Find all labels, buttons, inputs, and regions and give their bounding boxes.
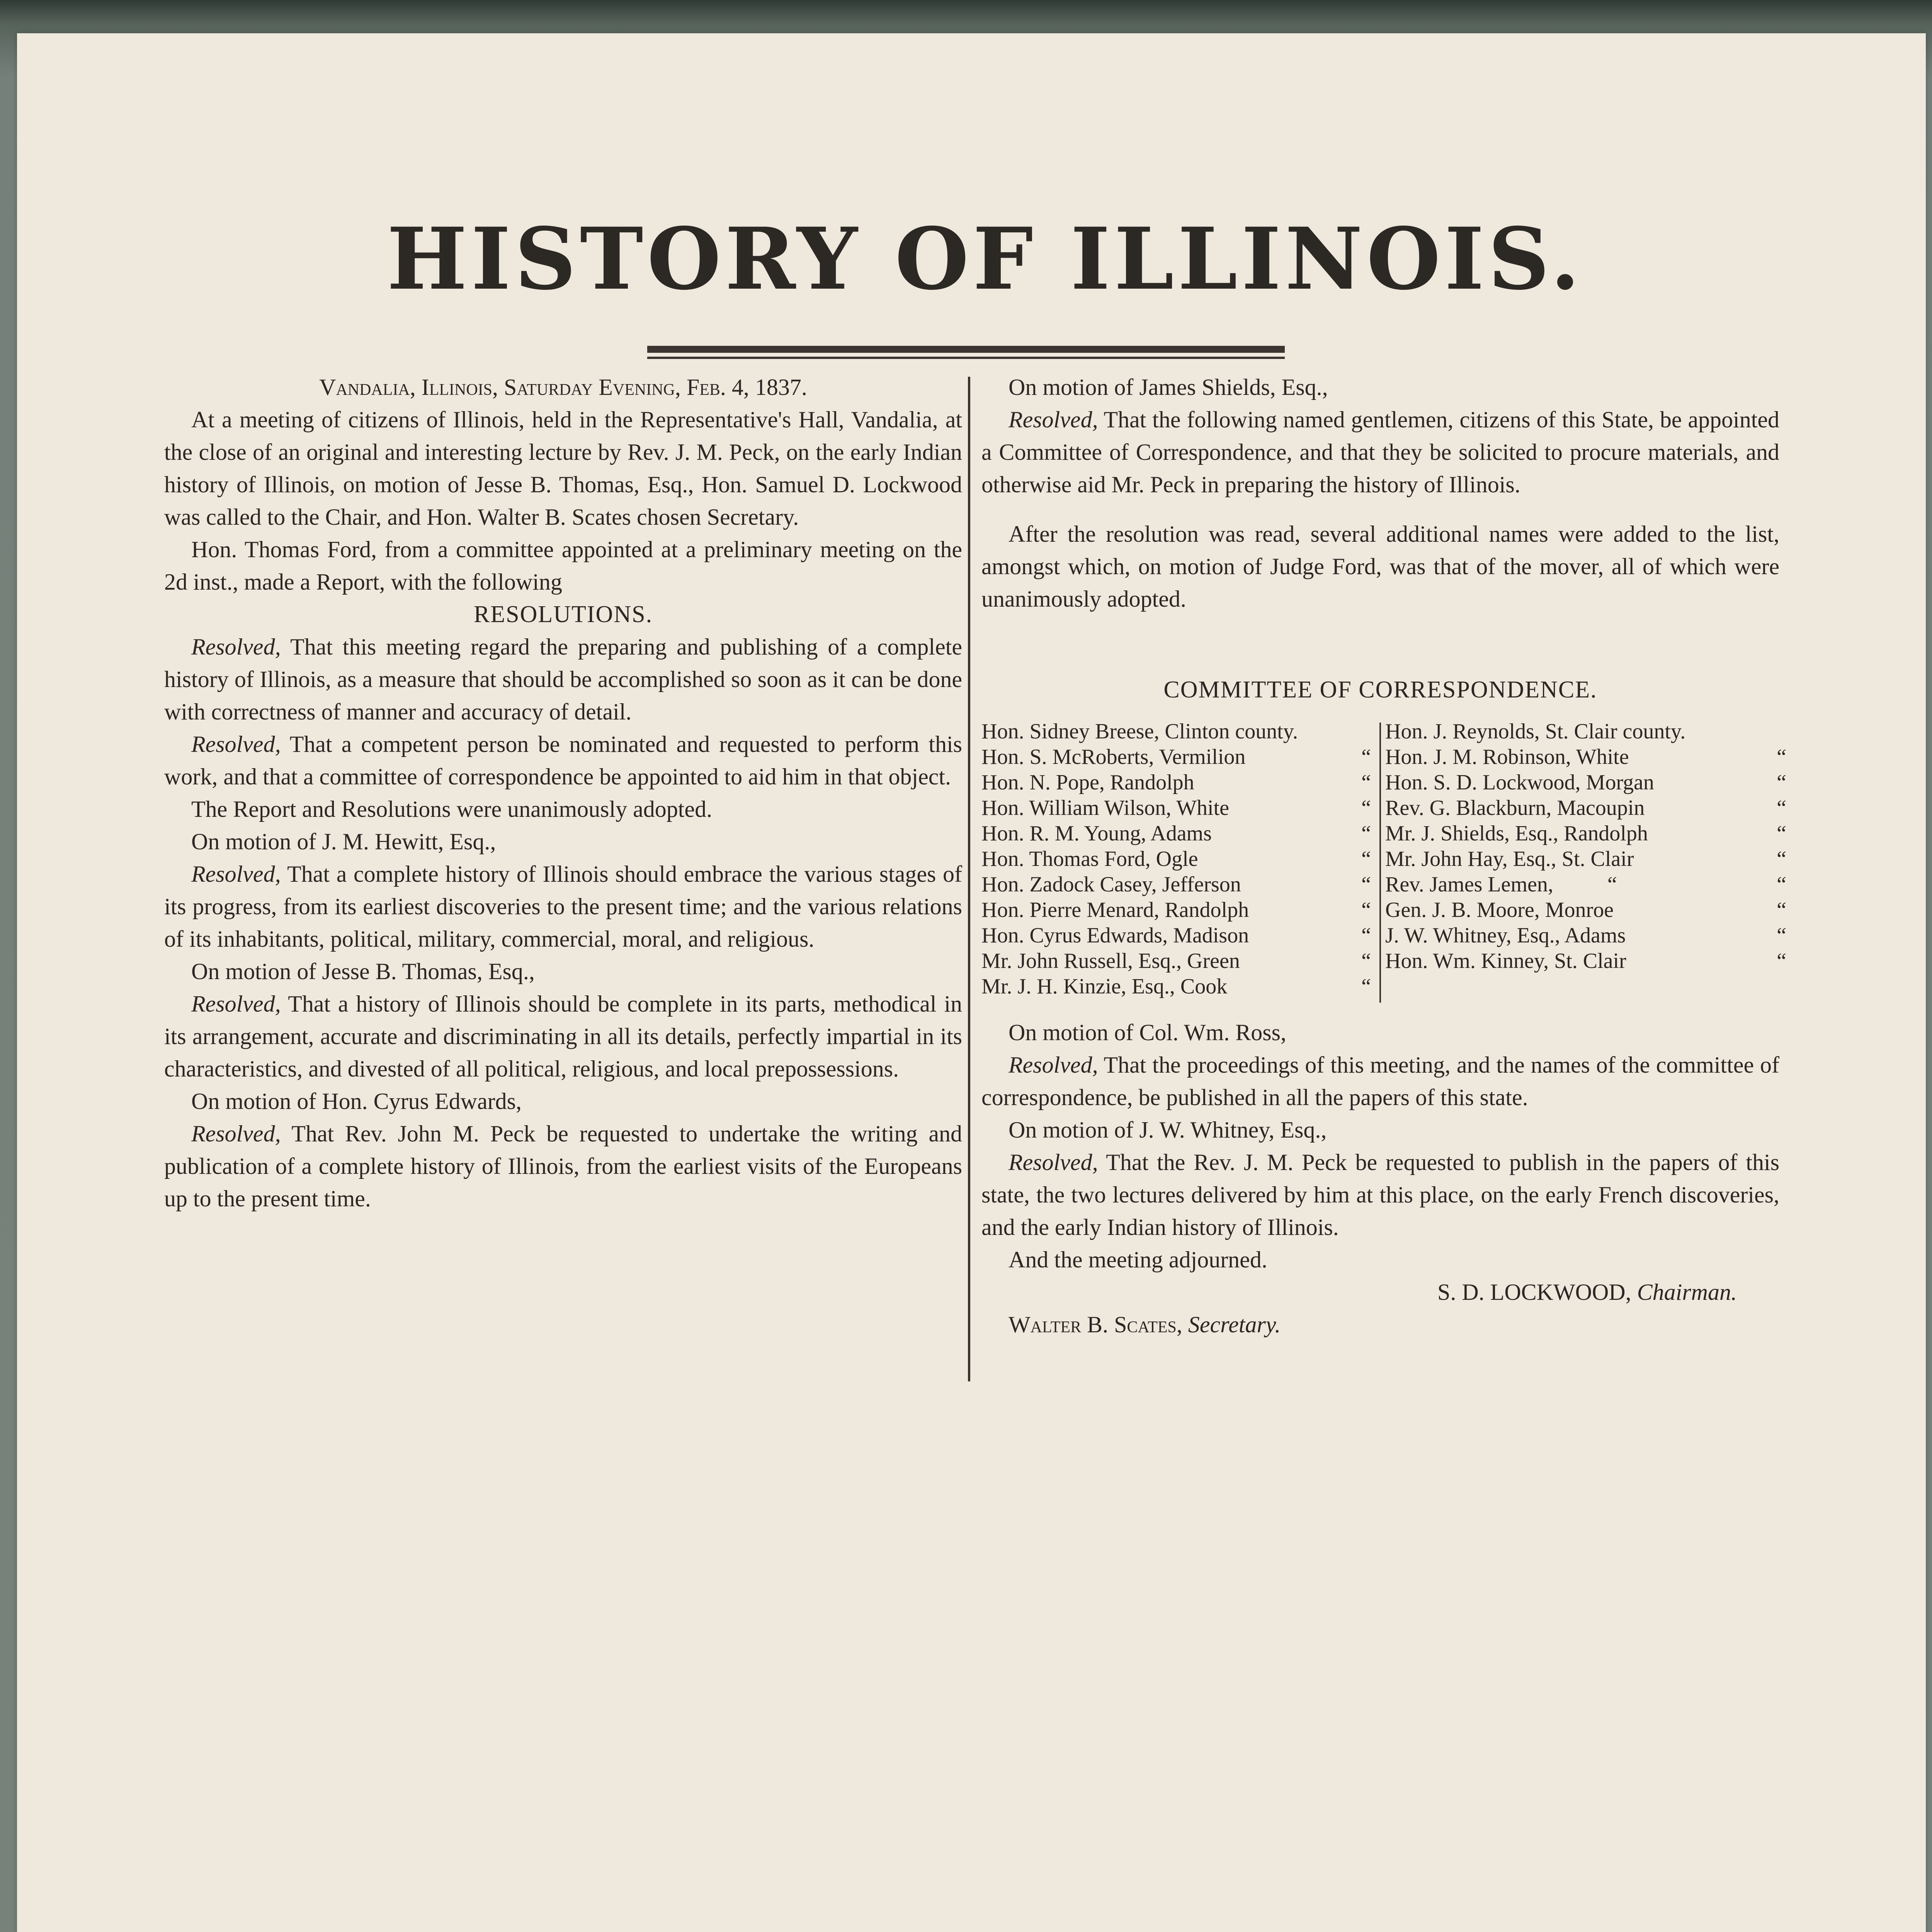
committee-member: [981, 872, 1379, 897]
member-name: Hon. Thomas Ford, Ogle: [981, 847, 1198, 871]
ditto-mark: “: [1361, 821, 1371, 845]
resolved-word: Resolved,: [191, 991, 281, 1017]
member-name: Hon. Wm. Kinney, St. Clair: [1385, 949, 1626, 973]
resolution-text: That the proceedings of this meeting, and the names of the committee of correspondence, be published in all the papers of this state.: [981, 1052, 1779, 1110]
title-rule-thick: [647, 346, 1285, 353]
member-name: Mr. John Russell, Esq., Green: [981, 949, 1240, 973]
column-divider: [968, 377, 970, 1381]
ditto-mark: “: [1777, 949, 1786, 973]
chairman-title: Chairman.: [1637, 1279, 1737, 1305]
committee-left-column: [981, 719, 1379, 999]
motion-line: On motion of Jesse B. Thomas, Esq.,: [191, 959, 535, 984]
secretary-signature: [981, 1308, 1779, 1341]
left-column: [164, 371, 962, 1215]
committee-member: [981, 770, 1379, 795]
ditto-mark: “: [1361, 872, 1371, 896]
resolved-word: Resolved,: [191, 1121, 281, 1146]
resolution-5: [164, 1117, 962, 1215]
motion-line: On motion of James Shields, Esq.,: [1009, 374, 1328, 400]
resolution-text: That a competent person be nominated and requested to perform this work, and that a committee of correspondence be appointed to aid him in that object.: [164, 731, 962, 789]
member-name: Hon. Cyrus Edwards, Madison: [981, 923, 1249, 947]
member-name: Gen. J. B. Moore, Monroe: [1385, 898, 1614, 922]
committee-member: [981, 948, 1379, 974]
ditto-mark: “: [1777, 770, 1786, 794]
member-name: Hon. R. M. Young, Adams: [981, 821, 1212, 845]
committee-member: [981, 923, 1379, 948]
committee-member: [981, 719, 1379, 744]
report-paragraph: Hon. Thomas Ford, from a committee appointed at a preliminary meeting on the 2d inst., made a Report, with the following: [164, 537, 962, 595]
ditto-mark: “: [1361, 770, 1371, 794]
opening-paragraph: At a meeting of citizens of Illinois, held in the Representative's Hall, Vandalia, at the close of an original and interesting lecture by Rev. J. M. Peck, on the early Indian history of Illinois, on motion of Jesse B. Thomas, Esq., Hon. Samuel D. Lockwood was called to the Chair, and Hon. Walter B. Scates chosen Secretary.: [164, 407, 962, 530]
resolutions-heading: RESOLUTIONS.: [473, 601, 653, 628]
ditto-mark: “: [1361, 975, 1371, 998]
resolution-1: [164, 631, 962, 728]
committee-member: [1385, 948, 1795, 974]
committee-heading: COMMITTEE OF CORRESPONDENCE.: [1163, 677, 1597, 703]
ditto-mark: “: [1777, 872, 1786, 896]
resolved-word: Resolved,: [1009, 1150, 1098, 1175]
adopted-line: The Report and Resolutions were unanimously adopted.: [191, 796, 713, 822]
committee-member: [1385, 770, 1795, 795]
committee-member: [981, 795, 1379, 821]
ditto-mark: “: [1361, 923, 1371, 947]
chairman-signature: [981, 1276, 1737, 1308]
title-rule-thin: [647, 357, 1285, 359]
ditto-mark: “: [1777, 745, 1786, 769]
motion-line: On motion of Col. Wm. Ross,: [1009, 1020, 1286, 1045]
member-name: Hon. N. Pope, Randolph: [981, 770, 1194, 794]
secretary-title: Secretary.: [1188, 1312, 1281, 1337]
member-name: Rev. James Lemen, “: [1385, 872, 1617, 896]
chairman-name: S. D. LOCKWOOD,: [1437, 1279, 1631, 1305]
additional-names-paragraph: After the resolution was read, several additional names were added to the list, amongst which, on motion of Judge Ford, was that of the mover, all of which were unanimously adopted.: [981, 521, 1779, 612]
adjourned-line: And the meeting adjourned.: [1009, 1247, 1267, 1272]
ditto-mark: “: [1361, 796, 1371, 820]
resolved-word: Resolved,: [191, 861, 281, 887]
ditto-mark: “: [1777, 898, 1786, 922]
committee-member: [981, 897, 1379, 923]
committee-member: [981, 744, 1379, 770]
member-name: Mr. J. H. Kinzie, Esq., Cook: [981, 975, 1228, 998]
resolution-4: [164, 988, 962, 1085]
committee-member: [1385, 744, 1795, 770]
committee-member: [1385, 846, 1795, 872]
resolution-text: That a complete history of Illinois should embrace the various stages of its progress, from its earliest discoveries to the present time; and the various relations of its inhabitants, political, military, commercial, moral, and religious.: [164, 861, 962, 952]
resolution-text: That the Rev. J. M. Peck be requested to publish in the papers of this state, the two lectures delivered by him at this place, on the early French discoveries, and the early Indian history of Illinois.: [981, 1150, 1779, 1240]
resolution-text: That this meeting regard the preparing and publishing of a complete history of Illinois, as a measure that should be accomplished so soon as it can be done with correctness of manner and accuracy of detail.: [164, 634, 962, 724]
ditto-mark: “: [1361, 847, 1371, 871]
member-name: Hon. Pierre Menard, Randolph: [981, 898, 1249, 922]
ditto-mark: “: [1361, 898, 1371, 922]
ditto-mark: “: [1777, 847, 1786, 871]
committee-member: [1385, 719, 1795, 744]
committee-right-column: [1385, 719, 1795, 974]
member-name: J. W. Whitney, Esq., Adams: [1385, 923, 1626, 947]
member-name: Hon. William Wilson, White: [981, 796, 1230, 820]
member-name: Rev. G. Blackburn, Macoupin: [1385, 796, 1645, 820]
motion-line: On motion of Hon. Cyrus Edwards,: [191, 1088, 522, 1114]
dateline: Vandalia, Illinois, Saturday Evening, Feb. 4, 1837.: [319, 374, 807, 400]
resolved-word: Resolved,: [191, 731, 281, 757]
publication-resolution: [981, 1049, 1779, 1114]
member-name: Mr. John Hay, Esq., St. Clair: [1385, 847, 1634, 871]
resolution-text: That Rev. John M. Peck be requested to undertake the writing and publication of a complete history of Illinois, from the earliest visits of the Europeans up to the present time.: [164, 1121, 962, 1211]
ditto-mark: “: [1777, 796, 1786, 820]
member-name: Hon. S. McRoberts, Vermilion: [981, 745, 1246, 769]
resolved-word: Resolved,: [1009, 1052, 1098, 1078]
resolution-2: [164, 728, 962, 793]
lectures-resolution: [981, 1146, 1779, 1243]
resolution-text: That a history of Illinois should be complete in its parts, methodical in its arrangement, accurate and discriminating in all its details, perfectly impartial in its characteristics, and divested of all political, religious, and local prepossessions.: [164, 991, 962, 1082]
motion-line: On motion of J. W. Whitney, Esq.,: [1009, 1117, 1327, 1143]
member-name: Hon. J. Reynolds, St. Clair county.: [1385, 719, 1686, 743]
member-name: Hon. J. M. Robinson, White: [1385, 745, 1629, 769]
member-name: Mr. J. Shields, Esq., Randolph: [1385, 821, 1648, 845]
committee-member: [981, 974, 1379, 999]
member-name: Hon. S. D. Lockwood, Morgan: [1385, 770, 1654, 794]
committee-member: [1385, 897, 1795, 923]
committee-resolution: [981, 403, 1779, 501]
resolved-word: Resolved,: [1009, 407, 1098, 432]
right-column-top: [981, 371, 1779, 615]
secretary-name: Walter B. Scates,: [1009, 1312, 1182, 1337]
member-name: Hon. Zadock Casey, Jefferson: [981, 872, 1241, 896]
document-title: HISTORY OF ILLINOIS.: [387, 209, 1584, 309]
committee-divider: [1379, 723, 1381, 1003]
committee-member: [1385, 821, 1795, 846]
committee-member: [1385, 795, 1795, 821]
committee-member: [1385, 872, 1795, 897]
ditto-mark: “: [1361, 745, 1371, 769]
resolved-word: Resolved,: [191, 634, 281, 660]
ditto-mark: “: [1361, 949, 1371, 973]
ditto-mark: “: [1777, 923, 1786, 947]
resolution-3: [164, 858, 962, 955]
right-column-bottom: [981, 1016, 1779, 1341]
ditto-mark: “: [1777, 821, 1786, 845]
committee-member: [981, 821, 1379, 846]
committee-member: [981, 846, 1379, 872]
resolution-text: That the following named gentlemen, citizens of this State, be appointed a Committee of Correspondence, and that they be solicited to procure materials, and otherwise aid Mr. Peck in preparing the history of Illinois.: [981, 407, 1779, 497]
motion-line: On motion of J. M. Hewitt, Esq.,: [191, 829, 496, 854]
committee-member: [1385, 923, 1795, 948]
member-name: Hon. Sidney Breese, Clinton county.: [981, 719, 1298, 743]
